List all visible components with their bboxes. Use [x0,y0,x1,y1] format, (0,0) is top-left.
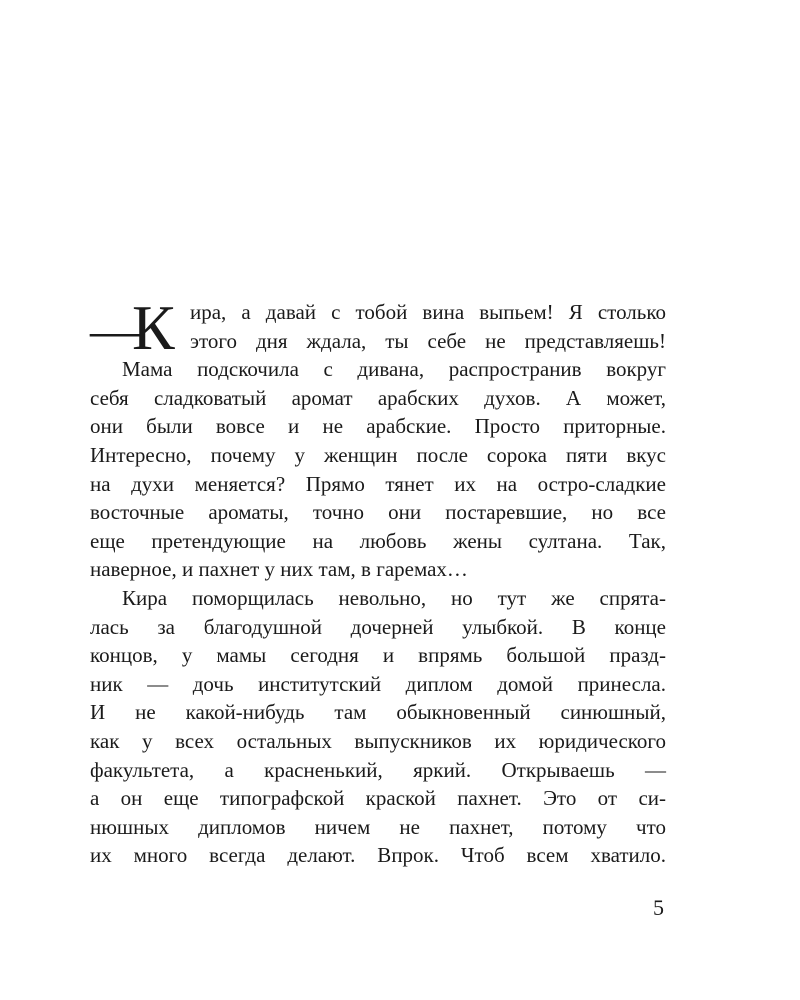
text-line: на духи меняется? Прямо тянет их на остро-сладкие [90,471,666,496]
text-line: они были вовсе и не арабские. Просто приторные. [90,414,666,439]
text-line: этого дня ждала, ты себе не представляешь! [190,328,666,353]
text-line: еще претендующие на любовь жены султана. Так, [90,528,666,553]
body-text [90,292,666,870]
text-line: концов, у мамы сегодня и впрямь большой празд- [90,643,666,668]
text-line: а он еще типографской краской пахнет. Это от си- [90,786,666,811]
paragraph [90,584,666,870]
text-line: Кира поморщилась невольно, но тут же спрята- [122,585,666,610]
text-line: себя сладковатый аромат арабских духов. А может, [90,385,666,410]
text-line: И не какой-нибудь там обыкновенный синюшный, [90,700,666,725]
text-line: наверное, и пахнет у них там, в гаремах… [90,557,468,582]
page-number: 5 [653,895,664,920]
text-line: нюшных дипломов ничем не пахнет, потому что [90,814,666,839]
text-line: ник — дочь институтский диплом домой принесла. [90,671,666,696]
text-line: ира, а давай с тобой вина выпьем! Я столько [190,300,666,324]
dropcap-dash: — [90,302,140,358]
text-line: их много всегда делают. Впрок. Чтоб всем хватило. [90,843,666,868]
text-line: восточные ароматы, точно они постаревшие, но все [90,500,666,525]
text-line: Интересно, почему у женщин после сорока пяти вкус [90,442,666,467]
text-line: как у всех остальных выпускников их юридического [90,728,666,753]
paragraph [90,355,666,584]
text-line: лась за благодушной дочерней улыбкой. В конце [90,614,666,639]
opening-paragraph [90,292,666,363]
text-line: Мама подскочила с дивана, распространив вокруг [122,357,666,382]
dropcap-letter: К [132,292,175,363]
text-line: факультета, а красненький, яркий. Открываешь — [90,757,666,782]
